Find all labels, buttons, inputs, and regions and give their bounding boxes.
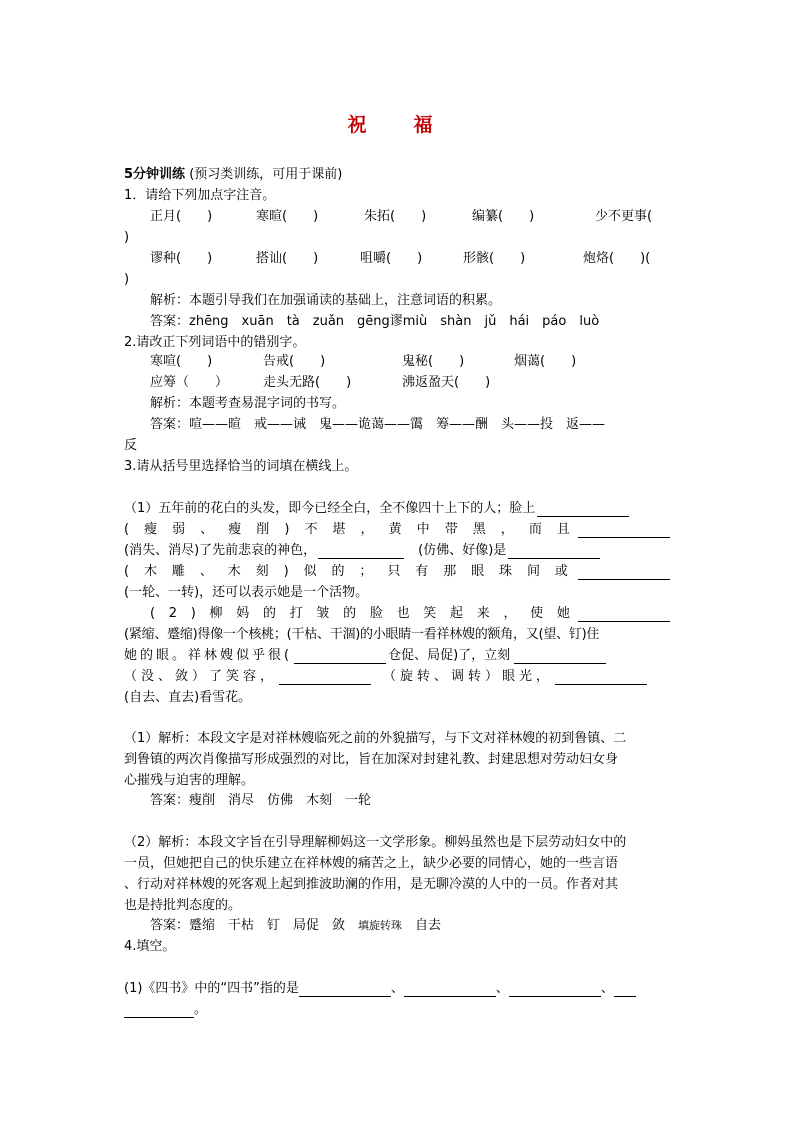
q1-row2 [150,249,670,269]
q1-row1 [150,207,670,227]
justified-char: 的 [331,564,345,579]
q1-item: 编纂( ) [472,209,535,224]
passage-text: （没、敛）了笑容， [124,669,278,684]
passage-text: (消失、消尽)了先前悲哀的神色， [124,543,317,558]
q4-line2 [124,1000,670,1020]
justified-char: ( [124,564,130,579]
q3-a2-line4: 也是持批判态度的。 [124,898,242,913]
q2-row1 [150,352,670,372]
justified-char: ( [124,522,130,537]
justified-char: 2 [168,606,178,621]
answer-blank[interactable] [279,670,371,685]
q3-a2-answer [150,916,441,936]
q3-p1-line2 [124,520,670,540]
section-note: (预习类训练，可用于课前) [189,167,343,182]
page-title: 祝 福 [347,114,447,136]
passage-text: 她的眼。祥林嫂似乎很( [124,648,293,663]
passage-text: （1）五年前的花白的头发，即今已经全白，全不像四十上下的人；脸上 [124,501,536,516]
justified-char: 不 [304,522,318,537]
q1-item: 炮烙( )( [583,251,651,266]
justified-char: 那 [443,564,457,579]
justified-char: 黄 [388,522,402,537]
answer-text-small: 填旋转珠 [358,919,403,932]
q1-analysis: 解析：本题引导我们在加强诵读的基础上，注意词语的积累。 [150,293,502,308]
q1-item: 朱拓( ) [364,209,427,224]
q3-p2-line5: (自去、直去)看雪花。 [124,690,252,705]
justified-char: ， [503,606,517,621]
justified-char: 的 [343,606,357,621]
answer-blank[interactable] [294,649,386,664]
q2-question: 2.请改正下列词语中的错别字。 [124,335,306,350]
q1-question: 1．请给下列加点字注音。 [124,188,276,203]
q1-item: 少不更事( [595,209,653,224]
q2-item: 告戒( ) [263,354,326,369]
separator: 、 [390,981,404,996]
justified-char: 、 [200,522,214,537]
justified-char: 珠 [499,564,513,579]
q3-a1-answer: 答案：瘦削 消尽 仿佛 木刻 一轮 [150,793,372,808]
justified-char: 来 [476,606,490,621]
justified-char: 柳 [209,606,223,621]
justified-char: 木 [143,564,157,579]
q2-row2 [150,373,670,393]
q2-answer: 答案：喧——暄 戒——诫 鬼——诡蔼——霭 筹——酬 头——投 返—— [150,417,606,432]
q3-p1-line3 [124,541,670,561]
justified-char: ) [283,564,289,579]
answer-blank[interactable] [614,982,636,997]
answer-blank[interactable] [555,670,647,685]
q4-question: 4.填空。 [124,939,176,954]
q1-row1-end: ) [124,230,130,245]
q1-item: 寒暄( ) [256,209,319,224]
answer-blank[interactable] [299,982,391,997]
justified-char: 或 [554,564,568,579]
q2-item: 走头无路( ) [263,375,352,390]
q3-a1-line2: 到鲁镇的两次肖像描写形成强烈的对比，旨在加深对封建礼教、封建思想对劳动妇女身 [124,752,619,767]
answer-blank[interactable] [578,565,670,580]
justified-char: 中 [416,522,430,537]
justified-char: 木 [227,564,241,579]
justified-char: 瘦 [228,522,242,537]
q3-p1-line1 [124,499,670,519]
answer-blank[interactable] [318,544,404,559]
justified-char: 打 [289,606,303,621]
q3-a1-line3: 心摧残与迫害的理解。 [124,773,255,788]
justified-char: ( [150,606,156,621]
justified-char: 她 [556,606,570,621]
q1-item: 搭讪( ) [256,251,319,266]
justified-char: 只 [387,564,401,579]
answer-text: 答案：蹙缩 干枯 钉 局促 敛 [150,918,359,933]
separator: 、 [600,981,614,996]
q3-a1-line1: （1）解析：本段文字是对祥林嫂临死之前的外貌描写，与下文对祥林嫂的初到鲁镇、二 [124,731,627,746]
q3-question: 3.请从括号里选择恰当的词填在横线上。 [124,459,358,474]
separator: 、 [495,981,509,996]
q3-a2-line1: （2）解析：本段文字旨在引导理解柳妈这一文学形象。柳妈虽然也是下层劳动妇女中的 [124,835,627,850]
justified-char: 间 [526,564,540,579]
q3-a2-line3: 、行动对祥林嫂的死客观上起到推波助澜的作用，是无聊冷漠的人中的一员。作者对其 [124,877,619,892]
q1-item: 形骸( ) [463,251,526,266]
justified-char: 且 [556,522,570,537]
q3-a2-line2: 一员，但她把自己的快乐建立在祥林嫂的痛苦之上，缺少必要的同情心，她的一些言语 [124,856,619,871]
q3-p2-line1 [150,604,670,624]
passage-text: 仓促、局促)了，立刻 [388,648,511,663]
answer-blank[interactable] [514,649,606,664]
q2-item: 沸返盈天( ) [402,375,491,390]
justified-char: 使 [530,606,544,621]
justified-char: 的 [262,606,276,621]
answer-text: 自去 [402,918,442,933]
answer-blank[interactable] [404,982,496,997]
answer-blank[interactable] [509,982,601,997]
q1-row2-end: ) [124,272,130,287]
justified-text [150,604,570,624]
passage-text: (1)《四书》中的“四书”指的是 [124,981,299,996]
answer-blank[interactable] [508,544,600,559]
justified-char: 也 [396,606,410,621]
passage-text: （旋转、调转）眼光， [383,669,554,684]
q4-line1 [124,979,670,999]
q1-item: 正月( ) [150,209,213,224]
justified-text [124,520,570,540]
justified-char: ， [500,522,514,537]
q1-item: 谬种( ) [150,251,213,266]
period: 。 [194,1002,208,1017]
justified-char: 雕 [171,564,185,579]
justified-char: ； [359,564,373,579]
section-heading [124,165,342,185]
justified-char: 而 [528,522,542,537]
answer-blank[interactable] [124,1003,194,1018]
q2-item: 应筹（ ） [150,375,229,390]
justified-char: 堪 [332,522,346,537]
justified-char: 眼 [471,564,485,579]
justified-char: 妈 [236,606,250,621]
justified-char: ) [190,606,196,621]
justified-char: 脸 [369,606,383,621]
justified-char: ) [284,522,290,537]
answer-blank[interactable] [578,607,670,622]
q3-p1-line5: (一轮、一转)，还可以表示她是一个活物。 [124,585,369,600]
q2-item: 寒喧( ) [150,354,213,369]
q3-p2-line4 [124,667,670,687]
q1-item: 咀嚼( ) [360,251,423,266]
q2-analysis: 解析：本题考查易混字词的书写。 [150,396,346,411]
justified-char: 削 [256,522,270,537]
q1-answer: 答案：zhēng xuān tà zuǎn gēng谬miù shàn jǔ hái páo luò [150,314,600,329]
answer-blank[interactable] [578,523,670,538]
justified-char: 弱 [172,522,186,537]
justified-char: ， [360,522,374,537]
justified-char: 、 [199,564,213,579]
justified-char: 黑 [472,522,486,537]
q2-item: 鬼秘( ) [402,354,465,369]
q2-item: 烟蔼( ) [514,354,577,369]
justified-char: 瘦 [144,522,158,537]
passage-text: (仿佛、好像)是 [418,543,507,558]
justified-text [124,562,568,582]
justified-char: 似 [303,564,317,579]
justified-char: 起 [450,606,464,621]
justified-char: 刻 [255,564,269,579]
q3-p2-line3 [124,646,670,666]
justified-char: 皱 [316,606,330,621]
justified-char: 带 [444,522,458,537]
justified-char: 有 [415,564,429,579]
section-label: 5分钟训练 [124,167,186,182]
q3-p1-line4 [124,562,670,582]
justified-char: 笑 [423,606,437,621]
answer-blank[interactable] [537,502,629,517]
q2-answer-end: 反 [124,438,138,453]
q3-p2-line2: (紧缩、蹙缩)得像一个核桃；(干枯、干涸)的小眼睛一看祥林嫂的额角，又(望、钉)住 [124,627,600,642]
